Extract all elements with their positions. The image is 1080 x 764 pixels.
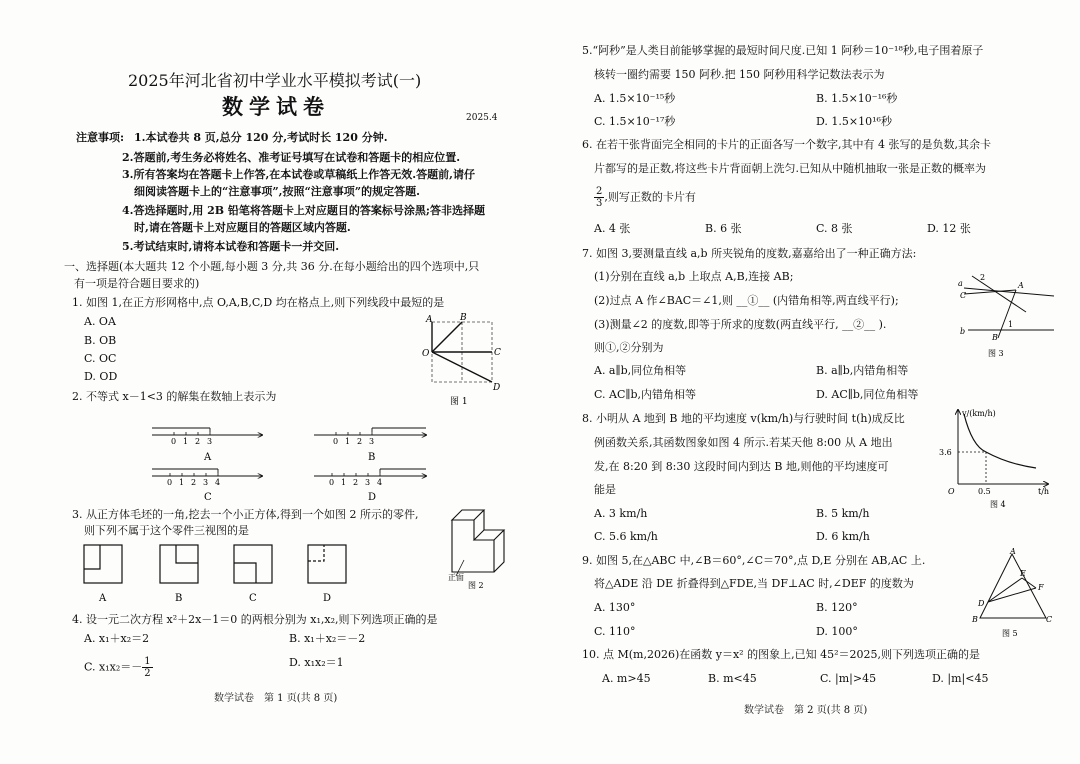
fig3-label: a [958,279,963,288]
question-3-stem-cont: 则下列不属于这个零件三视图的是 [84,524,249,537]
fig4-origin: O [948,487,955,496]
option-label: A [99,593,107,604]
tick: 3 [207,437,213,446]
question-7-line: (3)测量∠2 的度数,即等于所求的度数(两直线平行, __②__ ). [594,318,887,331]
question-5-line: 核转一圈约需要 150 阿秒.把 150 阿秒用科学记数法表示为 [594,68,885,81]
q8-option-b: B. 5 km/h [816,507,870,520]
tick: 2 [195,437,201,446]
page-footer: 数学试卷 第 1 页(共 8 页) [214,693,338,704]
note-item: 5.考试结束时,请将本试卷和答题卡一并交回. [122,240,340,253]
question-8-line: 例函数关系,其函数图象如图 4 所示.若某天他 8:00 从 A 地出 [594,436,893,449]
q5-option-a: A. 1.5×10⁻¹⁵秒 [594,92,676,105]
note-item: 1.本试卷共 8 页,总分 120 分,考试时长 120 分钟. [134,131,388,144]
exam-title: 2025年河北省初中学业水平模拟考试(一) [128,71,422,90]
q4-option-c-text: C. x₁x₂＝－ [84,660,143,674]
fig5-label: B [972,615,978,624]
option-label: D [323,593,332,604]
numerator: 1 [144,656,151,667]
section-heading-cont: 有一项是符合题目要求的) [74,277,200,290]
question-6-line [594,186,696,209]
q7-option-c: C. AC∥b,内错角相等 [594,388,696,401]
figure-2-solid [444,500,506,592]
q10-option-a: A. m>45 [602,672,651,685]
q1-option-b: B. OB [84,334,117,347]
question-7-line: 7. 如图 3,要测量直线 a,b 所夹锐角的度数,嘉嘉给出了一种正确方法: [582,247,917,260]
fig4-tick: 0.5 [978,487,991,496]
fig5-label: C [1046,615,1053,624]
q7-option-d: D. AC∥b,同位角相等 [816,388,919,401]
tick: 4 [377,478,383,487]
fig4-xlabel: t/h [1038,487,1050,496]
denominator: 3 [596,198,603,209]
question-9-line: 将△ADE 沿 DE 折叠得到△FDE,当 DF⊥AC 时,∠DEF 的度数为 [594,577,914,590]
fraction [594,186,604,209]
fig3-label: B [992,333,998,342]
front-label: 正面 [448,573,464,582]
subject-title: 数学试卷 [222,94,330,119]
fig3-label: 1 [1008,320,1014,329]
q9-option-d: D. 100° [816,625,858,638]
tick: 1 [179,478,185,487]
question-10-line: 10. 点 M(m,2026)在函数 y＝x² 的图象上,已知 45²＝2025,则下列选项正确的是 [582,648,980,661]
fig4-ylabel: v/(km/h) [962,409,996,418]
figure-4-graph [938,406,1054,510]
question-5-line: 5.“阿秒”是人类目前能够掌握的最短时间尺度.已知 1 阿秒＝10⁻¹⁸秒,电子围着原子 [582,44,984,57]
question-7-line: (1)分别在直线 a,b 上取点 A,B,连接 AB; [594,270,794,283]
tick: 3 [365,478,371,487]
section-heading: 一、选择题(本大题共 12 个小题,每小题 3 分,共 36 分.在每小题给出的四个选项中,只 [64,260,480,273]
fig2-caption: 图 2 [468,581,484,590]
q4-option-c [84,656,153,679]
option-label: A [204,452,212,463]
question-1-stem: 1. 如图 1,在正方形网格中,点 O,A,B,C,D 均在格点上,则下列线段中最短的是 [72,296,445,309]
tick: 4 [215,478,221,487]
tick: 2 [191,478,197,487]
option-label: C [204,492,212,503]
q9-option-b: B. 120° [816,601,858,614]
fig5-label: A [1010,548,1016,556]
question-8-line: 8. 小明从 A 地到 B 地的平均速度 v(km/h)与行驶时间 t(h)成反比 [582,412,905,425]
tick: 1 [345,437,351,446]
option-label: B [175,593,183,604]
figure-3-lines [954,268,1056,360]
q10-option-b: B. m<45 [708,672,757,685]
fig3-label: b [960,327,966,336]
q6-option-c: C. 8 张 [816,222,853,235]
question-6-line: 片都写的是正数,将这些卡片背面朝上洗匀.已知从中随机抽取一张是正数的概率为 [594,162,986,175]
q8-option-c: C. 5.6 km/h [594,530,658,543]
q6-option-b: B. 6 张 [705,222,742,235]
q7-option-b: B. a∥b,内错角相等 [816,364,909,377]
fig1-label: C [494,348,501,358]
figure-q2-number-lines [144,420,474,505]
fig1-label: A [426,315,433,325]
exam-date: 2025.4 [466,113,498,123]
question-6-text: ,则写正数的卡片有 [604,190,696,204]
option-label: B [368,452,376,463]
option-label: C [249,593,257,604]
fig5-label: D [978,599,985,608]
question-8-line: 发,在 8:20 到 8:30 这段时间内到达 B 地,则他的平均速度可 [594,460,889,473]
q1-option-c: C. OC [84,352,117,365]
figure-q3-views [80,543,410,609]
q9-option-a: A. 130° [594,601,636,614]
q1-option-d: D. OD [84,370,118,383]
q7-option-a: A. a∥b,同位角相等 [594,364,687,377]
tick: 3 [203,478,209,487]
q8-option-a: A. 3 km/h [594,507,648,520]
q4-option-a: A. x₁＋x₂＝2 [84,632,150,645]
q5-option-b: B. 1.5×10⁻¹⁶秒 [816,92,898,105]
fig5-label: E [1020,569,1026,578]
question-2-stem: 2. 不等式 x－1<3 的解集在数轴上表示为 [72,390,277,403]
fig5-label: F [1038,583,1044,592]
tick: 2 [353,478,359,487]
figure-1-grid [418,312,504,408]
tick: 3 [369,437,375,446]
question-3-stem: 3. 从正方体毛坯的一角,挖去一个小正方体,得到一个如图 2 所示的零件, [72,508,419,521]
note-item: 3.所有答案均在答题卡上作答,在本试卷或草稿纸上作答无效.答题前,请仔 [122,168,475,181]
fig1-label: B [460,313,467,323]
note-item: 2.答题前,考生务必将姓名、准考证号填写在试卷和答题卡的相应位置. [122,151,461,164]
notes-label: 注意事项: [76,131,125,144]
question-8-line: 能是 [594,483,616,496]
option-label: D [368,492,377,503]
q9-option-c: C. 110° [594,625,636,638]
tick: 1 [341,478,347,487]
tick: 0 [333,437,339,446]
note-item: 时,请在答题卡上对应题目的答题区域内答题. [134,221,351,234]
q4-option-b: B. x₁＋x₂＝－2 [289,632,366,645]
fig4-tick: 3.6 [939,448,952,457]
question-6-line: 6. 在若干张背面完全相同的卡片的正面各写一个数字,其中有 4 张写的是负数,其余卡 [582,138,991,151]
question-7-line: (2)过点 A 作∠BAC＝∠1,则 __①__ (内错角相等,两直线平行); [594,294,899,307]
tick: 0 [167,478,173,487]
fig3-label: C [960,291,967,300]
figure-5-triangle [968,548,1056,642]
fig5-caption: 图 5 [1002,629,1018,638]
fig1-caption: 图 1 [450,397,468,407]
note-item: 细阅读答题卡上的“注意事项”,按照“注意事项”的规定答题. [134,185,420,198]
tick: 2 [357,437,363,446]
question-7-line: 则①,②分别为 [594,341,664,354]
q5-option-d: D. 1.5×10¹⁶秒 [816,115,892,128]
q10-option-d: D. |m|<45 [932,672,989,685]
page-footer: 数学试卷 第 2 页(共 8 页) [744,705,868,716]
q6-option-a: A. 4 张 [594,222,631,235]
fraction [142,656,152,679]
fig3-label: 2 [980,273,986,282]
question-9-line: 9. 如图 5,在△ABC 中,∠B＝60°,∠C＝70°,点 D,E 分别在 AB,AC 上. [582,554,926,567]
fig1-label: O [422,349,430,359]
numerator: 2 [596,186,603,197]
q4-option-d: D. x₁x₂＝1 [289,656,344,669]
fig3-caption: 图 3 [988,349,1004,358]
tick: 0 [329,478,335,487]
fig3-label: A [1018,281,1024,290]
fig4-caption: 图 4 [990,500,1006,509]
q6-option-d: D. 12 张 [927,222,971,235]
note-item: 4.答选择题时,用 2B 铅笔将答题卡上对应题目的答案标号涂黑;答非选择题 [122,204,485,217]
q8-option-d: D. 6 km/h [816,530,870,543]
denominator: 2 [144,668,151,679]
tick: 1 [183,437,189,446]
q5-option-c: C. 1.5×10⁻¹⁷秒 [594,115,676,128]
question-4-stem: 4. 设一元二次方程 x²＋2x－1＝0 的两根分别为 x₁,x₂,则下列选项正确的是 [72,613,438,626]
q1-option-a: A. OA [84,315,116,328]
fig1-label: D [493,383,501,393]
tick: 0 [171,437,177,446]
q10-option-c: C. |m|>45 [820,672,877,685]
